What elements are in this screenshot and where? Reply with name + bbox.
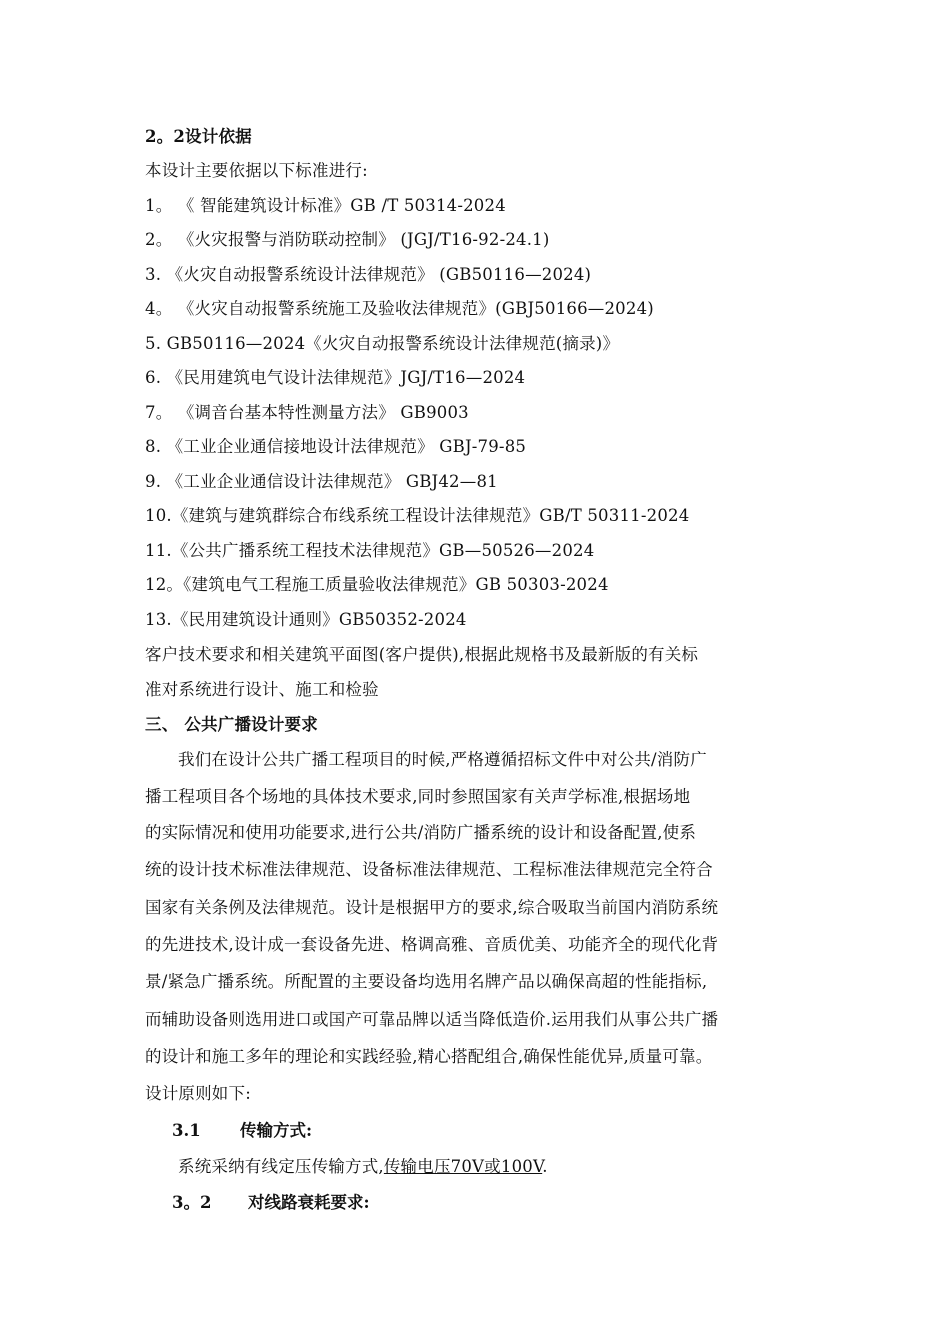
standard-item: 12。《建筑电气工程施工质量验收法律规范》GB 50303-2024 (145, 575, 609, 594)
paragraph-line: 的设计和施工多年的理论和实践经验,精心搭配组合,确保性能优异,质量可靠。 (145, 1047, 713, 1066)
customer-requirements-line: 客户技术要求和相关建筑平面图(客户提供),根据此规格书及最新版的有关标 (145, 645, 699, 664)
standard-item: 9. 《工业企业通信设计法律规范》 GBJ42—81 (145, 472, 498, 491)
standard-item: 7。 《调音台基本特性测量方法》 GB9003 (145, 403, 469, 422)
subsection-3-2-title: 对线路衰耗要求: (248, 1193, 370, 1212)
standard-item: 13.《民用建筑设计通则》GB50352-2024 (145, 610, 467, 629)
paragraph-line: 的先进技术,设计成一套设备先进、格调高雅、音质优美、功能齐全的现代化背 (145, 935, 719, 954)
standard-item: 10.《建筑与建筑群综合布线系统工程设计法律规范》GB/T 50311-2024 (145, 506, 690, 525)
standard-item: 2。 《火灾报警与消防联动控制》 (JGJ/T16-92-24.1) (145, 230, 550, 249)
paragraph-line: 的实际情况和使用功能要求,进行公共/消防广播系统的设计和设备配置,使系 (145, 823, 697, 842)
subsection-3-1-title: 传输方式: (240, 1121, 313, 1140)
transmission-voltage-text: 传输电压70V或100V (383, 1157, 543, 1176)
transmission-text: 系统采纳有线定压传输方式, (178, 1157, 384, 1176)
standard-item: 8. 《工业企业通信接地设计法律规范》 GBJ-79-85 (145, 437, 527, 456)
paragraph-line: 我们在设计公共广播工程项目的时候,严格遵循招标文件中对公共/消防广 (178, 750, 707, 769)
section-2-2-heading: 2。2设计依据 (145, 127, 252, 146)
standard-item: 1。 《 智能建筑设计标准》GB /T 50314-2024 (145, 196, 506, 215)
customer-requirements-line: 准对系统进行设计、施工和检验 (145, 680, 379, 699)
standard-item: 6. 《民用建筑电气设计法律规范》JGJ/T16—2024 (145, 368, 526, 387)
paragraph-line: 景/紧急广播系统。所配置的主要设备均选用名牌产品以确保高超的性能指标, (145, 972, 708, 991)
paragraph-line: 播工程项目各个场地的具体技术要求,同时参照国家有关声学标准,根据场地 (145, 787, 691, 806)
subsection-3-1-number: 3.1 (172, 1121, 201, 1140)
paragraph-line: 设计原则如下: (145, 1084, 251, 1103)
paragraph-line: 统的设计技术标准法律规范、设备标准法律规范、工程标准法律规范完全符合 (145, 860, 713, 879)
standard-item: 3. 《火灾自动报警系统设计法律规范》 (GB50116—2024) (145, 265, 592, 284)
paragraph-line: 而辅助设备则选用进口或国产可靠品牌以适当降低造价.运用我们从事公共广播 (145, 1010, 719, 1029)
standard-item: 5. GB50116—2024《火灾自动报警系统设计法律规范(摘录)》 (145, 334, 620, 353)
standard-item: 11.《公共广播系统工程技术法律规范》GB—50526—2024 (145, 541, 595, 560)
intro-text: 本设计主要依据以下标准进行: (145, 161, 368, 180)
paragraph-line: 国家有关条例及法律规范。设计是根据甲方的要求,综合吸取当前国内消防系统 (145, 898, 719, 917)
subsection-3-1-text (178, 1156, 548, 1178)
subsection-3-2-number: 3。2 (172, 1193, 212, 1212)
standard-item: 4。 《火灾自动报警系统施工及验收法律规范》(GBJ50166—2024) (145, 299, 654, 318)
transmission-text-end: . (542, 1157, 548, 1176)
section-3-heading: 三、 公共广播设计要求 (145, 715, 318, 734)
